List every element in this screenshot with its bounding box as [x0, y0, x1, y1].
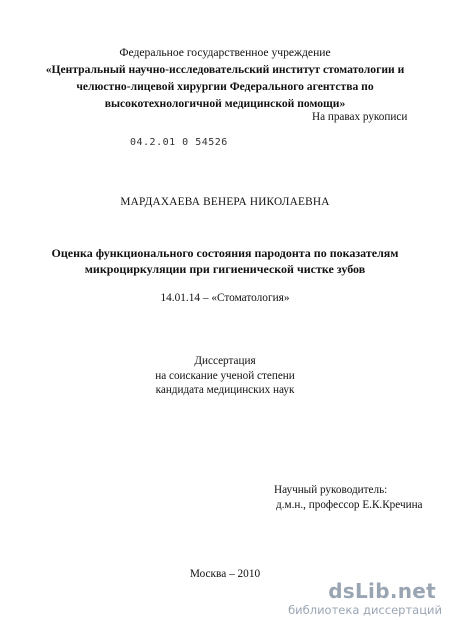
- institution-line-2: «Центральный научно-исследовательский институт стоматологии и: [45, 63, 405, 76]
- title-line-2: микроциркуляции при гигиенической чистке зубов: [84, 262, 366, 276]
- registration-stamp: 04.2.01 0 54526: [130, 137, 228, 148]
- supervisor-block: [274, 483, 423, 512]
- watermark-logo[interactable]: dsLib.net: [328, 579, 436, 603]
- rights-note: На правах рукописи: [312, 111, 408, 123]
- specialty-code: 14.01.14 – «Стоматология»: [160, 292, 290, 304]
- institution-header: [0, 44, 450, 112]
- institution-line-1: Федеральное государственное учреждение: [119, 46, 331, 59]
- degree-line-3: кандидата медицинских наук: [155, 384, 295, 396]
- degree-line-1: Диссертация: [194, 355, 256, 367]
- degree-block: [0, 354, 450, 398]
- degree-line-2: на соискание ученой степени: [155, 369, 295, 382]
- supervisor-name: д.м.н., профессор Е.К.Кречина: [276, 498, 423, 511]
- city-year: Москва – 2010: [189, 568, 261, 580]
- watermark-subtitle: библиотека диссертаций: [288, 603, 442, 617]
- supervisor-label: Научный руководитель:: [274, 484, 388, 496]
- dissertation-title: [0, 245, 450, 277]
- institution-line-3: челюстно-лицевой хирургии Федерального агентства по: [76, 80, 374, 93]
- author-name: МАРДАХАЕВА ВЕНЕРА НИКОЛАЕВНА: [120, 196, 330, 208]
- title-line-1: Оценка функционального состояния пародонта по показателям: [51, 246, 399, 260]
- institution-line-4: высокотехнологичной медицинской помощи»: [104, 97, 346, 110]
- site-watermark[interactable]: [252, 580, 442, 618]
